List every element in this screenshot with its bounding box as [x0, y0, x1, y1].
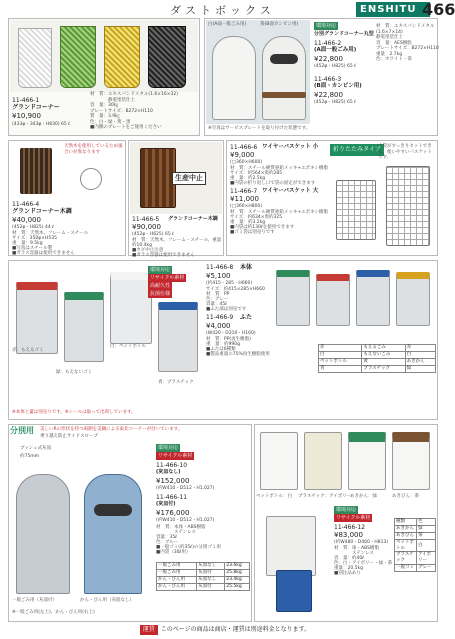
lid-bin-red [316, 274, 350, 326]
table-cell: プラスチック [395, 552, 417, 564]
product-12-eco-tag: 環境対応 [336, 507, 357, 513]
product-2-name: (A面一般ごみ用) [314, 47, 357, 53]
product-2-price: ¥22,800 [314, 55, 343, 63]
station-label-general: 一般ごみ用（灰皿付） [12, 598, 57, 603]
wood-slat-bin [20, 148, 52, 194]
product-12-color-table [394, 518, 436, 572]
product-5-discontinued: 生産中止 [172, 172, 206, 185]
table-header: 色 [417, 519, 436, 526]
product-8-code: 11-466-8 [206, 264, 234, 271]
table-cell: 白 [405, 352, 435, 359]
product-1-code: 11-466-1 [12, 97, 40, 104]
product-5-size: (452φ・H625) 65 ℓ [132, 232, 174, 237]
wire-basket-small [336, 180, 376, 240]
product-7-price: ¥11,000 [230, 195, 259, 203]
product-10-code: 11-466-10 [156, 462, 188, 469]
product-8-size: (約415・285・H660) [206, 281, 253, 286]
mesh-bin-yellow [104, 26, 140, 88]
product-4-photo [10, 142, 62, 198]
station-label-cans: かん・びん用（灰皿なし） [80, 598, 134, 603]
product-12-photo [256, 426, 436, 502]
product-10-price: ¥152,000 [156, 477, 190, 485]
product-8-note: ※本体と蓋は別売りです。※シールは貼って出荷しています。 [12, 410, 136, 415]
product-9-size: (W420・D310・H160) [206, 331, 256, 336]
table-cell: かん・びん用 [157, 577, 197, 584]
product-10-spec: 材 質：本体・ABS樹脂 ステンレス 容量：35ℓ 色：ブルー ■一般ゴミ(約35ℓ)の分別ゴミ用 ■内袋（30ℓ用） [156, 525, 221, 555]
product-7-name: ワイヤーバスケット 大 [262, 188, 319, 194]
table-row [395, 564, 436, 571]
table-cell: 茶 [417, 533, 436, 540]
table-cell: 灰皿なし [197, 563, 225, 570]
product-9-spec: 材 質：PP(再生樹脂) 重 量：約990g ■ふたは6種類 ■製品重量の75%再生樹脂使用 [206, 337, 270, 357]
product-1-size: (433φ・343φ・H830) 65 ℓ [12, 122, 71, 127]
table-cell: 青 [319, 366, 362, 373]
table-row [157, 563, 250, 570]
product-1-name: グランドコーナー [12, 104, 60, 111]
cabinet-open [266, 516, 316, 576]
table-cell: 灰皿付 [197, 570, 225, 577]
product-7-size: (□360×H800) [230, 204, 263, 209]
product-8-tag-4: 抗菌仕様 [150, 291, 171, 297]
product-4-code: 11-466-4 [12, 201, 40, 208]
product-8-spec: サイズ：約415×285×H660 材 質：PP 色：グレー 容量：45ℓ ■ふた部は別売です [206, 287, 265, 312]
product-11-size: (約W410・D512・H1,027) [156, 518, 215, 523]
table-cell: 白 [417, 540, 436, 552]
wood-box-bin [140, 148, 176, 208]
ashtray-caption: プッシュ式灰皿 [20, 446, 52, 451]
table-cell: グレー [417, 564, 436, 571]
product-11-code: 11-466-11 [156, 494, 188, 501]
product-3-name: (B面・カンビン用) [314, 83, 362, 89]
station-bin-general [16, 474, 70, 594]
footer-badge: 運賃 [140, 625, 158, 635]
product-10-name: (灰皿なし) [156, 469, 181, 475]
table-cell: 一般ゴミ [395, 564, 417, 571]
table-cell: 白 [319, 352, 362, 359]
product-7-code: 11-466-7 [230, 188, 258, 195]
ashtray-size: 約75mm [20, 454, 39, 459]
product-1-photo [10, 20, 198, 92]
flap-bin-red [16, 282, 58, 354]
product-3-code: 11-466-3 [314, 76, 342, 83]
product-12-code: 11-466-12 [334, 524, 366, 531]
product-10-section-label: 分別用 [10, 426, 34, 435]
flap-bin-green [64, 292, 104, 362]
round-bin-b [262, 36, 306, 120]
product-4-price: ¥40,000 [12, 216, 41, 224]
product-9-price: ¥4,000 [206, 322, 231, 330]
product-2-spec: 材 質：エキスパンドメタル (1.6×7×14) 静電塗装仕上 容 量：AES樹脂 プレートサイズ：B272×H110 重量：2.7kg 色：ホワイト・茶 [376, 24, 439, 62]
product-12-recycle-tag: リサイクル素材 [336, 515, 371, 521]
product-5-spec: 材 質：天然木、フレーム・スチール、重量 約10.4kg ■カビ中止注意 ■ガラス容器は使用できません [132, 238, 222, 258]
lid-bin-blue [356, 270, 390, 326]
product-2-size: (452φ・H825) 65 ℓ [314, 64, 356, 69]
station-bin-cans-hole [94, 504, 132, 516]
flap-bin-white [110, 272, 152, 344]
table-cell: 一般ごみ用 [157, 570, 197, 577]
product-9-name: ふた [240, 314, 253, 321]
table-cell: ペットボトル [395, 540, 417, 552]
mesh-bin-white [18, 28, 52, 88]
product-7-spec: 材 質：スチール硬質亜鉛メッキ+エポキシ樹脂 サイズ：約634×奥約325 重 量：約3.2kg ■内袋は約130ℓを使用できます ■ゴミ袋は別売りです [230, 210, 329, 235]
table-cell: プラスチック [362, 366, 405, 373]
station-bin-cans [84, 474, 142, 594]
table-cell: かん・びん用 [157, 584, 197, 591]
product-12-photo-2 [256, 510, 330, 618]
table-cell: 赤 [319, 345, 362, 352]
table-row [395, 552, 436, 564]
product-6-photo [330, 160, 436, 252]
table-row [395, 526, 436, 533]
product-11-price: ¥176,000 [156, 509, 190, 517]
bin-label-green: 緑：もえないゴミ [56, 370, 92, 375]
table-cell: 緑 [417, 526, 436, 533]
table-cell: ペットボトル [319, 359, 362, 366]
table-row [157, 570, 250, 577]
product-4-ring [80, 168, 102, 190]
product-8-tag-2: リサイクル素材 [150, 275, 185, 281]
product-10-weight-table [156, 562, 250, 591]
table-row [319, 352, 436, 359]
product-4-size: (452φ・H825) 44 ℓ [12, 225, 54, 230]
page-footer [0, 625, 450, 639]
product-6-price: ¥9,000 [230, 151, 255, 159]
table-cell: あきかん [395, 526, 417, 533]
product-11-name: (灰皿付) [156, 501, 176, 507]
bin-label-blue: 青：プラスチック [158, 380, 194, 385]
table-cell: 25.5kg [225, 584, 250, 591]
table-cell: 灰皿なし [197, 577, 225, 584]
photo-label-white: 白(A面一般ごみ用) [208, 22, 247, 27]
product-12-spec: 材 質：扉・ABS樹脂 ステンレス 容 量：約40ℓ 色：白・アイボリー・緑・茶 重量：20.5kg ■別注品あり [334, 546, 393, 576]
product-2-code: 11-466-2 [314, 40, 342, 47]
table-cell: もえるごみ [362, 345, 405, 352]
product-8-tag-3: 高耐久性 [150, 283, 171, 289]
product-10-note: ※一般ごみ用(左上)、かん・びん用(右上) [12, 610, 95, 615]
cabinet-inner-bin [276, 570, 312, 612]
table-cell: 23.4kg [225, 577, 250, 584]
table-row [395, 540, 436, 552]
round-bin-a [212, 36, 256, 120]
product-10-photo [10, 444, 150, 604]
product-1-price: ¥10,900 [12, 112, 41, 120]
product-1-spec: 材 質：エキスパンドメタル(1.6×16×32) 静電塗装仕上 容 量：30㎏ プレートサイズ：B272×H110 質 量：3.9㎏ 色：白・緑・黄・黒 ■内側のプレートをご使用ください [90, 92, 179, 130]
product-2-series-name: 分別グランドコーナー丸型 [314, 31, 374, 37]
table-cell: 23.6kg [225, 563, 250, 570]
fold-type-tag: 折りたたみタイプ [330, 144, 384, 156]
table-row [157, 584, 250, 591]
cabinet-bin-white [260, 432, 298, 490]
table-cell: 灰皿付 [197, 584, 225, 591]
cabinet-label-ivory: プラスチック：アイボリー [298, 494, 352, 499]
table-cell: アイボリー [417, 552, 436, 564]
table-cell: 赤 [405, 345, 435, 352]
table-cell: 一般ごみ用 [157, 563, 197, 570]
table-row [319, 345, 436, 352]
product-5-price: ¥90,000 [132, 223, 161, 231]
page-number: 466 [422, 0, 455, 19]
table-row [319, 359, 436, 366]
cabinet-bin-ivory [304, 432, 342, 490]
product-5-name: グランドコーナー木調 [168, 216, 218, 222]
product-4-note: 天然木を使用しているため風合いが異なります [64, 144, 123, 155]
cabinet-label-white: ペットボトル：白 [256, 494, 292, 499]
product-3-price: ¥22,800 [314, 91, 343, 99]
product-8-name: 本体 [240, 264, 253, 271]
product-10-banner: 乗り越え防止サイドスロープ [40, 434, 98, 439]
product-6-spec: 材 質：スチール硬質亜鉛メッキ+エポキシ樹脂 サイズ：約564×奥約285 重 量：約2.5kg ■内袋の折り返し口で袋の固定ができます [230, 166, 329, 186]
product-6-name: ワイヤーバスケット 小 [262, 144, 319, 150]
cabinet-bin-brown [392, 432, 430, 490]
table-cell: もえないごみ [362, 352, 405, 359]
lid-bin-yellow [396, 272, 430, 326]
cabinet-label-brown: あきびん：茶 [392, 494, 419, 499]
table-row [395, 533, 436, 540]
wire-basket-large [386, 166, 430, 246]
product-10-recycle-tag: リサイクル素材 [158, 453, 193, 459]
bin-label-red: 赤：もえるゴミ [12, 348, 44, 353]
table-cell: 黄 [362, 359, 405, 366]
product-10-eco-tag: 環境対応 [158, 445, 179, 451]
table-cell: あきびん [395, 533, 417, 540]
table-row [319, 366, 436, 373]
product-8-color-table [318, 344, 436, 373]
round-bin-b-stripe [262, 92, 306, 98]
product-8-photo-right [272, 264, 436, 330]
product-4-spec: 材 質：天然木、フレーム・スチール サイズ：350φ×H535 重 量：9.5kg ■写真はスチール製 ■ガラス容器は使用できません [12, 231, 89, 256]
product-10-size: (約W410・D512・H1,027) [156, 486, 215, 491]
product-3-size: (452φ・H825) 65 ℓ [314, 100, 356, 105]
product-8-tag-1: 環境対応 [150, 267, 171, 273]
lid-bin-green [276, 270, 310, 326]
product-6-right-note: 中袋がすっきりセットできる、使いやすいバスケットです。 [378, 144, 432, 161]
cabinet-label-green: あきかん：緑 [350, 494, 377, 499]
product-2-note: ※写真はサービスプレートを取り付けた状態です。 [208, 126, 311, 131]
table-row [157, 577, 250, 584]
round-bin-b-hole [270, 54, 298, 64]
product-10-desc: 美しいRの形状を持つ両側を美観による東北コーナーが付いています。 [40, 427, 183, 432]
bin-label-white: 白：ペットボトル [110, 344, 146, 349]
brand-badge: ENSHITU [356, 2, 430, 17]
footer-text: このページの商品は商店・運賃は別途料金となります。 [160, 626, 311, 633]
flap-bin-blue [158, 302, 198, 372]
table-header: 種類 [395, 519, 417, 526]
page-title: ダストボックス [170, 4, 275, 17]
cabinet-bin-green [348, 432, 386, 490]
product-6-size: (□360×H600) [230, 160, 263, 165]
mesh-bin-black [148, 26, 186, 88]
table-cell: あきかん [405, 359, 435, 366]
product-9-code: 11-466-9 [206, 314, 234, 321]
photo-label-brown: 茶(B面カンビン用) [260, 22, 299, 27]
table-cell: 緑 [405, 366, 435, 373]
product-12-size: (約W480・D460・H813) [334, 540, 389, 545]
product-4-name: グランドコーナー木調 [12, 208, 72, 215]
product-8-price: ¥5,100 [206, 272, 231, 280]
product-12-price: ¥83,000 [334, 531, 363, 539]
table-header-row [395, 519, 436, 526]
product-6-code: 11-466-6 [230, 144, 258, 151]
product-2-photo [206, 20, 310, 124]
product-2-eco-tag: 環境対応 [316, 23, 337, 29]
table-cell: 25.8kg [225, 570, 250, 577]
mesh-bin-green [60, 26, 96, 88]
product-5-code: 11-466-5 [132, 216, 160, 223]
